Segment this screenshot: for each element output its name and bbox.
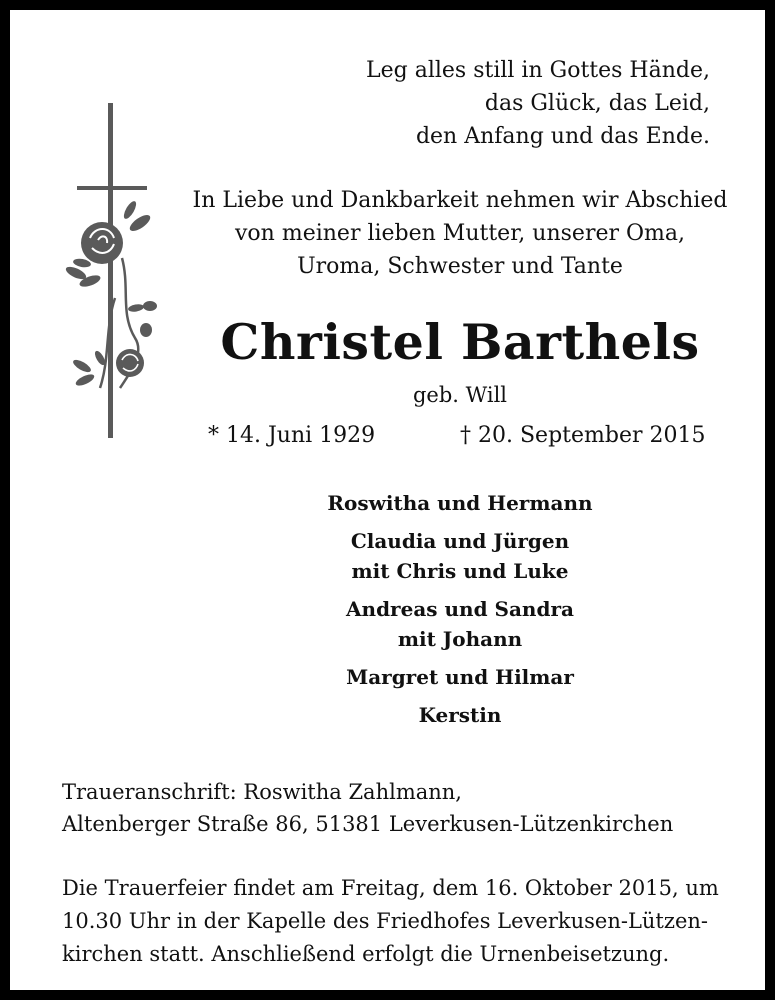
mourner-group [160, 662, 760, 692]
mourners-list [160, 488, 760, 738]
poem-line: Leg alles still in Gottes Hände, [366, 58, 710, 83]
intro-line: In Liebe und Dankbarkeit nehmen wir Abschied [192, 188, 728, 213]
intro-text [160, 184, 760, 283]
mourner-line: mit Chris und Luke [351, 559, 569, 583]
mourner-line: Margret und Hilmar [346, 665, 574, 689]
mourner-line: Andreas und Sandra [346, 597, 574, 621]
mourner-group [160, 488, 760, 518]
poem-line: das Glück, das Leid, [484, 91, 710, 116]
funeral-line: 10.30 Uhr in der Kapelle des Friedhofes Leverkusen-Lützen- [62, 909, 708, 933]
birth-date: * 14. Juni 1929 [208, 423, 376, 448]
mourner-line: Roswitha und Hermann [327, 491, 593, 515]
mourner-group [160, 594, 760, 654]
mourner-group [160, 700, 760, 730]
death-date: † 20. September 2015 [460, 423, 706, 448]
mourner-group [160, 526, 760, 586]
funeral-line: kirchen statt. Anschließend erfolgt die Urnenbeisetzung. [62, 942, 670, 966]
address-line: Traueranschrift: Roswitha Zahlmann, [62, 780, 462, 804]
address-line: Altenberger Straße 86, 51381 Leverkusen-Lützenkirchen [62, 812, 674, 836]
intro-line: Uroma, Schwester und Tante [297, 254, 623, 279]
mourning-address [62, 776, 673, 840]
mourner-line: mit Johann [397, 627, 523, 651]
poem-line: den Anfang und das Ende. [415, 124, 710, 149]
intro-line: von meiner lieben Mutter, unserer Oma, [235, 221, 685, 246]
mourner-line: Claudia und Jürgen [350, 529, 570, 553]
deceased-name: Christel Barthels [220, 313, 700, 371]
maiden-name: geb. Will [412, 383, 508, 407]
funeral-line: Die Trauerfeier findet am Freitag, dem 16. Oktober 2015, um [62, 876, 719, 900]
funeral-info [62, 872, 719, 971]
cross-with-roses-icon [60, 98, 170, 443]
poem [366, 54, 710, 153]
mourner-line: Kerstin [418, 703, 502, 727]
